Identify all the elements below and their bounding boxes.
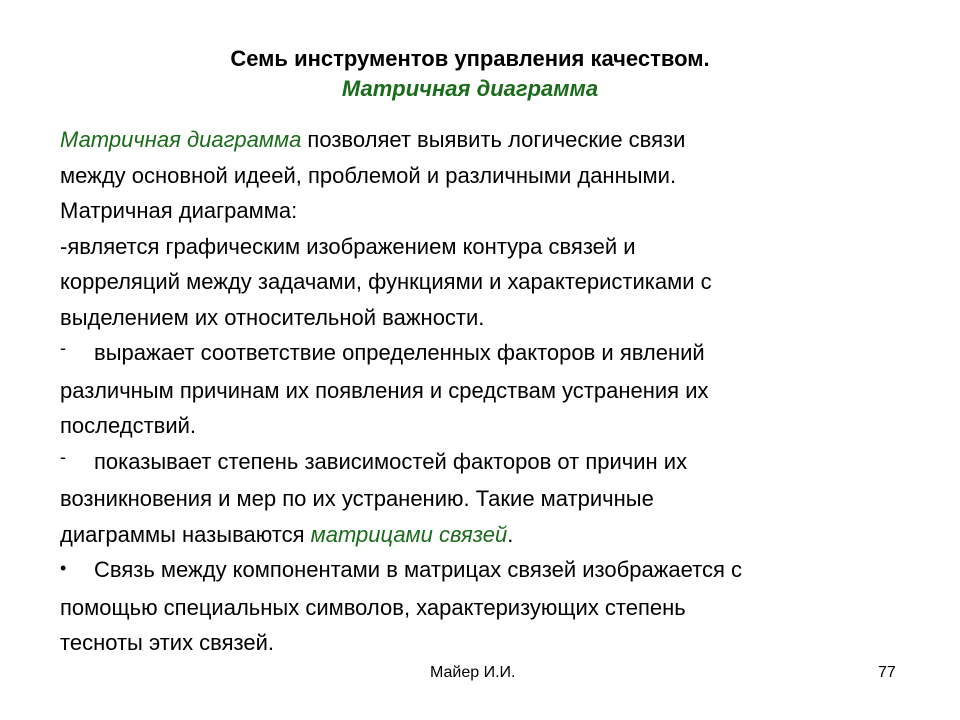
page-number: 77 <box>878 664 896 681</box>
dash-marker: - <box>60 446 66 467</box>
p3-line2: корреляций между задачами, функциями и характеристиками с <box>60 269 712 294</box>
title-block <box>0 44 940 104</box>
paragraph-4 <box>60 335 910 373</box>
p3-line3: выделением их относительной важности. <box>60 304 485 330</box>
term-link-matrices: матрицами связей <box>310 521 508 547</box>
p4-line3: последствий. <box>60 413 197 438</box>
p1-text-b: между основной идеей, проблемой и различными данными. <box>60 162 677 188</box>
bullet-icon: • <box>60 558 67 578</box>
footer-author: Майер И.И. <box>430 664 516 681</box>
p6-line1: Связь между компонентами в матрицах связей изображается с <box>94 557 742 582</box>
p2-intro: Матричная диаграмма: <box>60 198 298 223</box>
term-matrix-diagram: Матричная диаграмма <box>60 127 302 152</box>
paragraph-5 <box>60 444 910 482</box>
p5-line2: возникновения и мер по их устранению. Такие матричные <box>60 486 654 511</box>
p5-line3-b: . <box>507 521 514 547</box>
paragraph-6 <box>60 552 910 590</box>
dash-marker: - <box>60 338 66 358</box>
p6-line3: тесноты этих связей. <box>60 630 275 655</box>
p4-line2: различным причинам их появления и средствам устранения их <box>60 377 709 403</box>
slide-title: Семь инструментов управления качеством. <box>230 46 710 71</box>
p3-line1: -является графическим изображением контура связей и <box>60 233 636 259</box>
p5-line3 <box>60 517 910 553</box>
slide-body <box>60 122 910 661</box>
p4-line1: выражает соответствие определенных факторов и явлений <box>94 340 705 365</box>
p5-line1: показывает степень зависимостей факторов от причин их <box>94 448 688 474</box>
slide-subtitle: Матричная диаграмма <box>341 76 599 101</box>
p6-line2: помощью специальных символов, характеризующих степень <box>60 594 686 620</box>
p1-text-a: позволяет выявить логические связи <box>301 127 686 152</box>
p5-line3-a: диаграммы называются <box>60 521 311 547</box>
paragraph-1 <box>60 122 910 158</box>
